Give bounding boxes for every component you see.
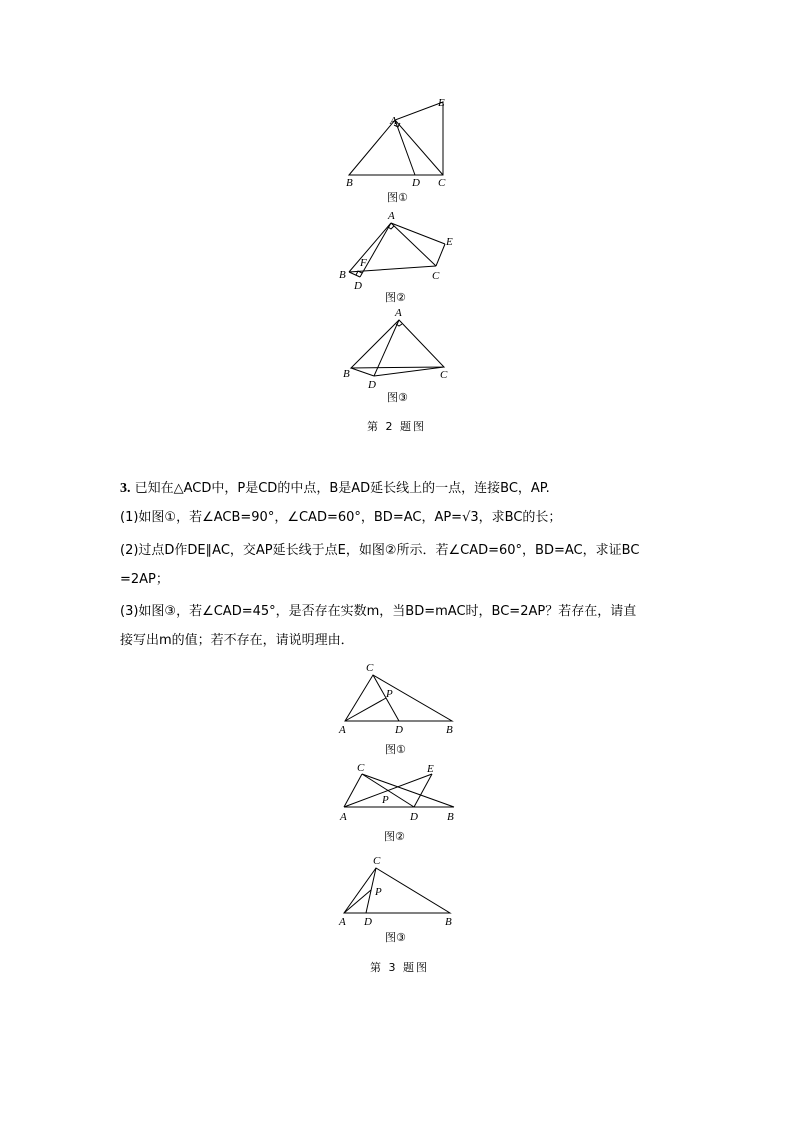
p3f2-segment-de xyxy=(414,774,432,807)
p3-part1: (1)如图①，若∠ACB=90°，∠CAD=60°，BD=AC，AP=√3，求BC的长； xyxy=(120,510,562,525)
p3f3-label-d: D xyxy=(364,916,372,928)
p3-fig2-caption: 图② xyxy=(384,830,405,843)
p2f2-segment-ec xyxy=(436,244,445,266)
p2-fig2-caption: 图② xyxy=(385,291,406,304)
p2f1-label-a: A xyxy=(390,115,397,127)
p2f1-segment-ad xyxy=(395,120,415,175)
p2f1-outline xyxy=(349,102,443,175)
p2-figure-2 xyxy=(336,208,466,293)
p3f3-triangle-abc xyxy=(344,868,450,913)
p3-figure-title: 第 3 题图 xyxy=(370,961,429,974)
p3-figure-1 xyxy=(335,660,465,745)
p2f2-segment-ac xyxy=(391,223,436,266)
p2f2-label-a: A xyxy=(388,210,395,222)
p2f2-segment-bd xyxy=(349,272,360,277)
p2f3-segment-bd xyxy=(351,368,374,376)
p3f2-label-a: A xyxy=(340,811,347,823)
p3-figure-3 xyxy=(335,850,465,930)
p2-figure-3 xyxy=(340,305,460,390)
p2f1-label-d: D xyxy=(412,177,420,189)
p3-stem-line xyxy=(120,479,680,499)
p3f1-segment-ap xyxy=(345,698,386,721)
p2f1-segment-ac xyxy=(395,120,443,175)
p2-fig3-caption: 图③ xyxy=(387,391,408,404)
p2f1-label-c: C xyxy=(438,177,446,189)
p2f2-segment-ab xyxy=(349,223,391,272)
p2-fig1-caption: 图① xyxy=(387,191,408,204)
p2f2-segment-ae xyxy=(391,223,445,244)
p3-part3-line1: (3)如图③，若∠CAD=45°，是否存在实数m，当BD=mAC时，BC=2AP？若存在，请直 xyxy=(120,604,637,619)
p3f1-label-p: P xyxy=(386,688,393,700)
p3f3-label-c: C xyxy=(373,855,381,867)
p2-figure-1 xyxy=(340,96,460,196)
p2f2-label-e: E xyxy=(446,236,453,248)
p2f2-label-b: B xyxy=(339,269,346,281)
p3-stem: 已知在△ACD中，P是CD的中点，B是AD延长线上的一点，连接BC，AP. xyxy=(134,481,550,496)
p3f1-label-b: B xyxy=(446,724,453,736)
p2f3-label-c: C xyxy=(440,369,448,381)
p3f2-label-b: B xyxy=(447,811,454,823)
p3f1-label-d: D xyxy=(395,724,403,736)
p3f1-triangle-abc xyxy=(345,675,452,721)
p2f3-label-b: B xyxy=(343,368,350,380)
p3f2-segment-ac xyxy=(344,774,362,807)
p2-figure-title: 第 2 题图 xyxy=(367,420,426,433)
p3f2-label-e: E xyxy=(427,763,434,775)
p3f3-label-a: A xyxy=(339,916,346,928)
p2f3-label-d: D xyxy=(368,379,376,391)
p2f2-label-f: F xyxy=(360,257,367,269)
p3-part2-line2: =2AP； xyxy=(120,572,169,587)
p2f3-label-a: A xyxy=(395,307,402,319)
p3-part3-line2: 接写出m的值；若不存在，请说明理由． xyxy=(120,633,354,648)
p3f2-label-c: C xyxy=(357,762,365,774)
p3f2-label-d: D xyxy=(410,811,418,823)
p2f2-label-d: D xyxy=(354,280,362,292)
p2f3-segment-dc xyxy=(374,367,444,376)
p2f2-label-c: C xyxy=(432,270,440,282)
p3-number: 3. xyxy=(120,481,131,496)
p3f3-label-p: P xyxy=(375,886,382,898)
p2f1-label-b: B xyxy=(346,177,353,189)
p3f2-segment-cb xyxy=(362,774,454,807)
p3-fig1-caption: 图① xyxy=(385,743,406,756)
p3-fig3-caption: 图③ xyxy=(385,931,406,944)
p3-part2-line1: (2)过点D作DE∥AC，交AP延长线于点E，如图②所示．若∠CAD=60°，BD=AC，求证BC xyxy=(120,543,640,558)
p3f3-label-b: B xyxy=(445,916,452,928)
p2f1-label-e: E xyxy=(438,97,445,109)
p3f1-label-a: A xyxy=(339,724,346,736)
p3f1-label-c: C xyxy=(366,662,374,674)
p3-figure-2 xyxy=(335,760,465,830)
p3f2-label-p: P xyxy=(382,794,389,806)
p2f3-triangle-abc xyxy=(351,320,444,368)
